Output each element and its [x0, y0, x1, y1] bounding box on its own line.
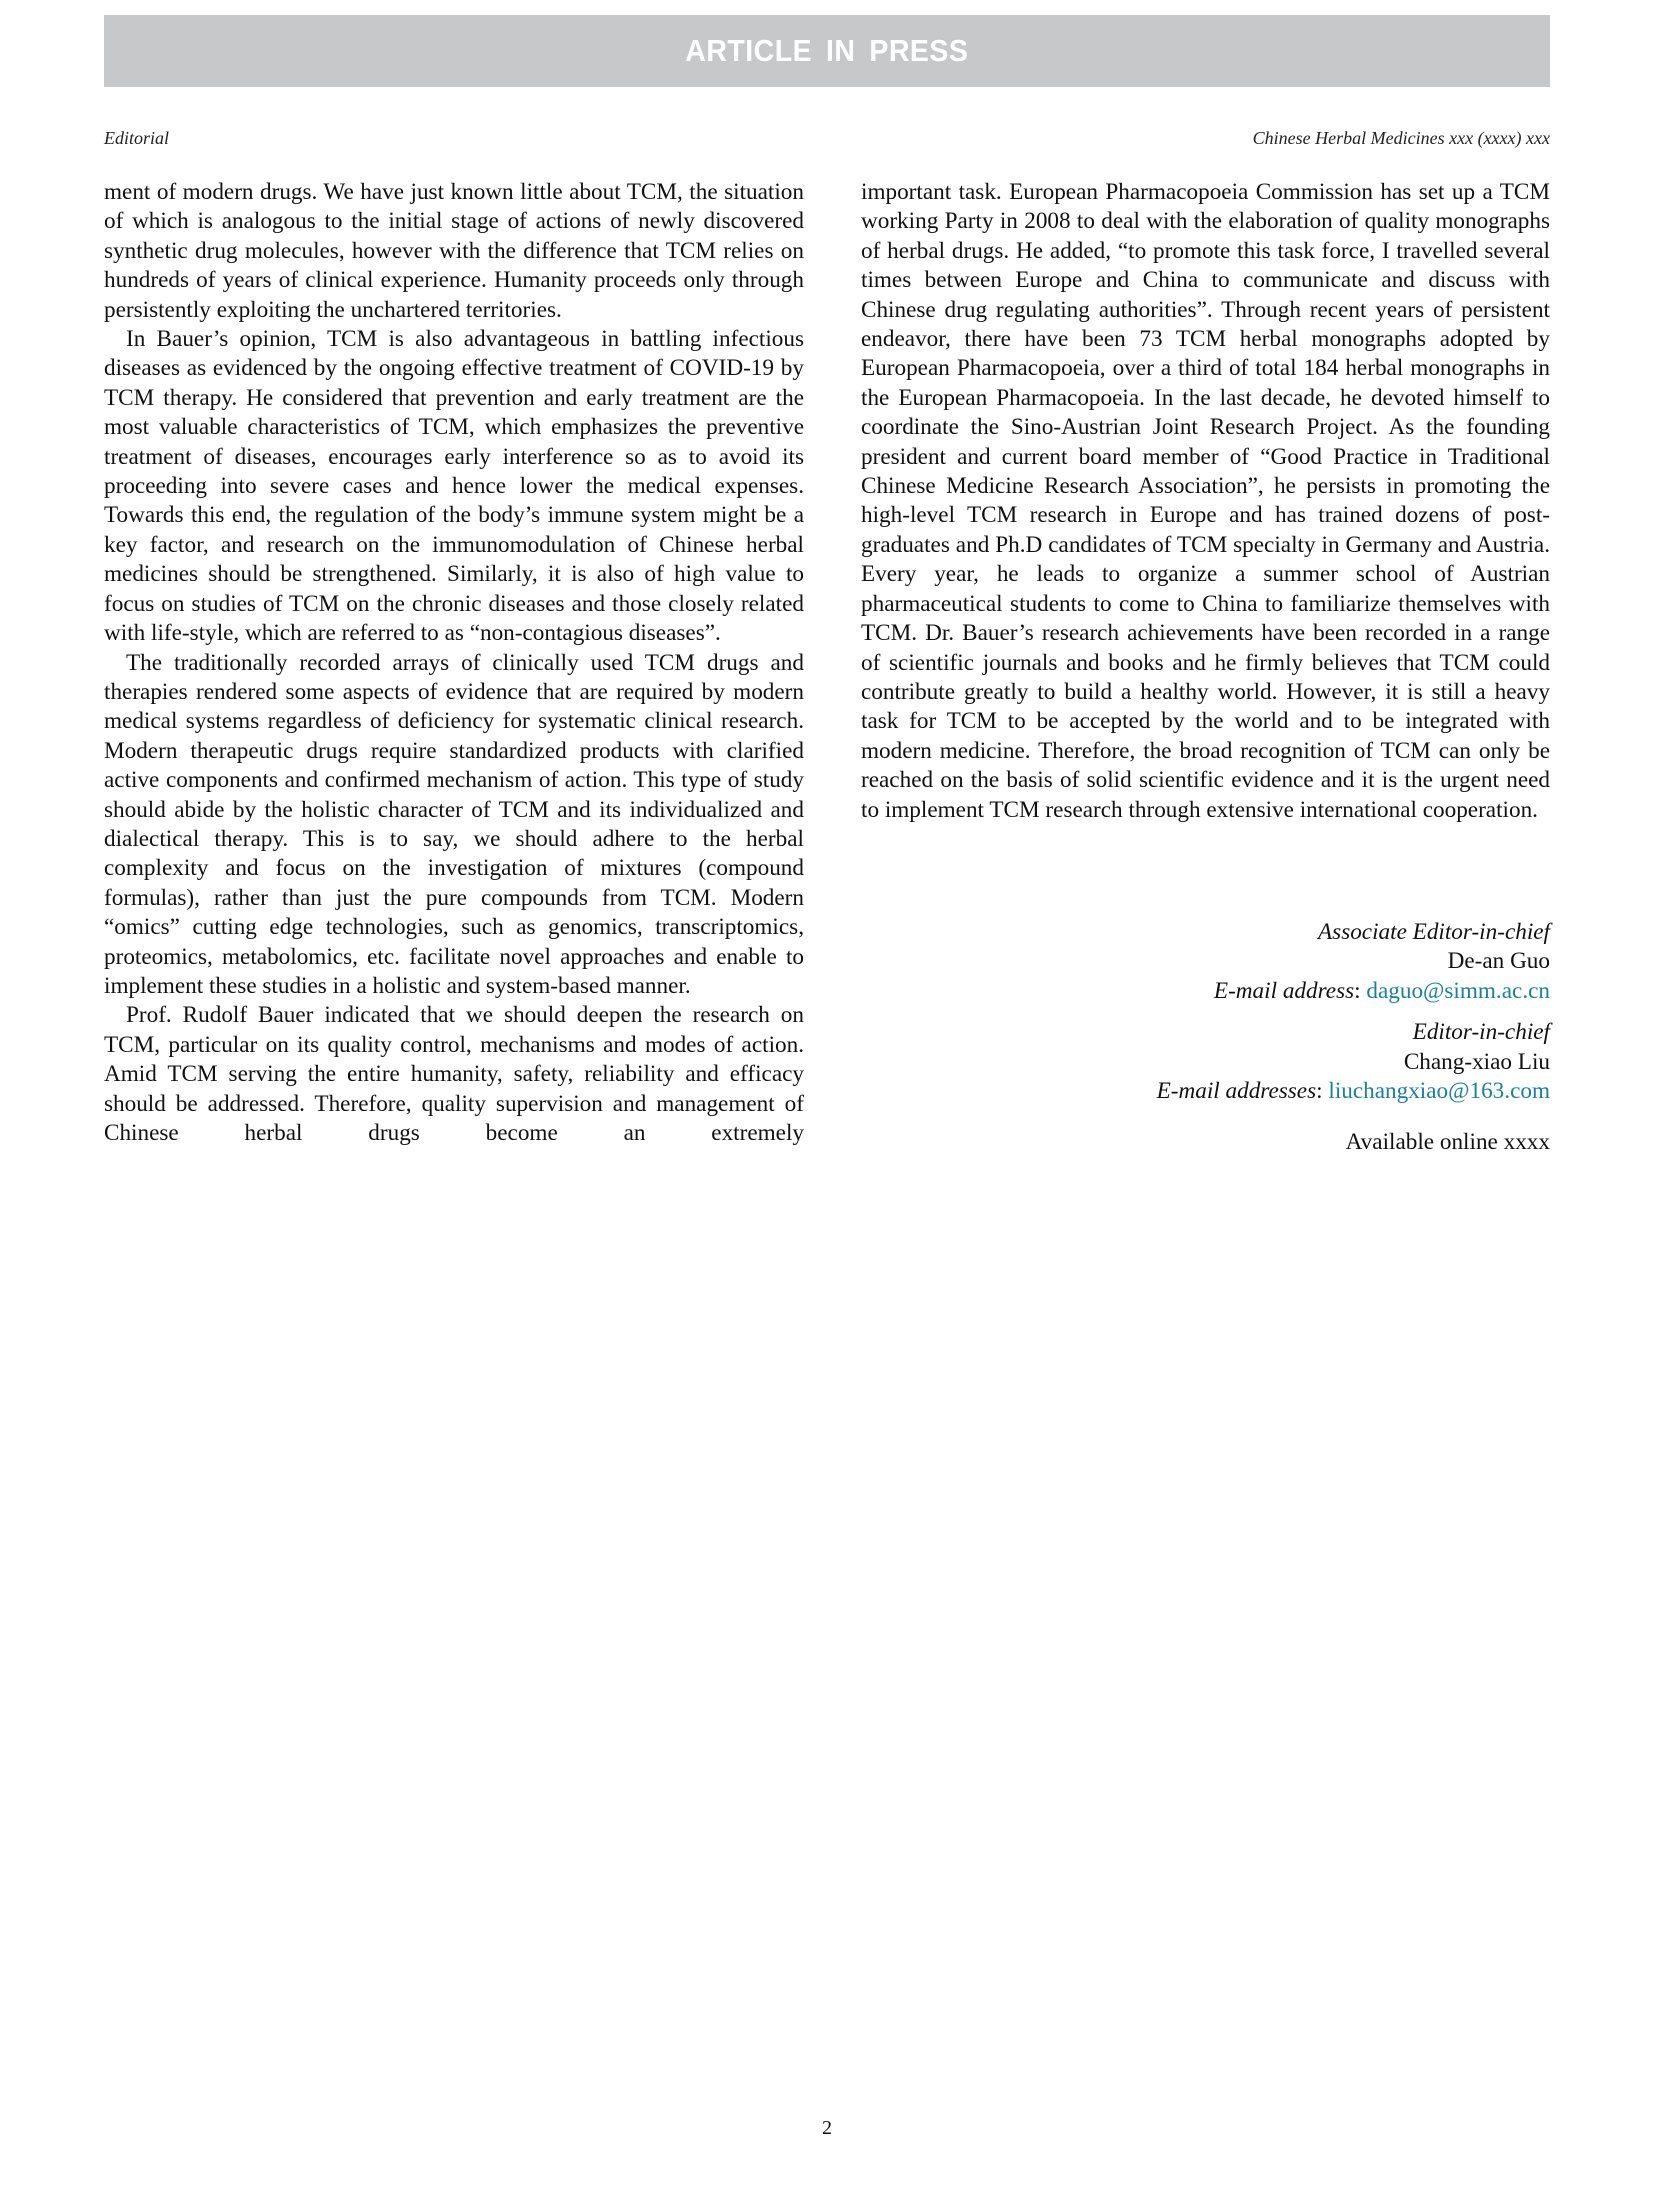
email-label: E-mail addresses [1156, 1078, 1317, 1105]
left-column [104, 178, 804, 1148]
signature-email-line: E-mail address: daguo@simm.ac.cn [1213, 977, 1550, 1004]
signature-role: Associate Editor-in-chief [1318, 919, 1550, 945]
journal-citation: Chinese Herbal Medicines xxx (xxxx) xxx [1252, 128, 1550, 148]
signature-name: Chang-xiao Liu [1403, 1048, 1550, 1075]
email-link[interactable]: daguo@simm.ac.cn [1366, 977, 1550, 1004]
paragraph: The traditionally recorded arrays of clinically used TCM drugs and therapies rendered some aspects of evidence that are required by modern medical systems regardless of deficiency for systematic clinical research. Modern therapeutic drugs require standardized products with clarified active components and confirmed mechanism of action. This type of study should abide by the holistic character of TCM and its individualized and dialectical therapy. This is to say, we should adhere to the herbal complexity and focus on the investigation of mixtures (compound formulas), rather than just the pure compounds from TCM. Modern “omics” cutting edge technologies, such as genomics, transcriptomics, proteomics, metabolomics, etc. facilitate novel approaches and enable to implement these studies in a holistic and system-based manner. [104, 649, 804, 999]
email-link[interactable]: liuchangxiao@163.com [1328, 1078, 1550, 1105]
signature-role: Editor-in-chief [1412, 1019, 1550, 1046]
available-online: Available online xxxx [1345, 1129, 1550, 1156]
banner-text: ARTICLE IN PRESS [685, 33, 969, 68]
signature-name: De-an Guo [1447, 948, 1550, 975]
signature-block [1157, 918, 1550, 1158]
article-in-press-banner [104, 15, 1550, 87]
email-label: E-mail address [1213, 977, 1355, 1004]
right-column [861, 178, 1550, 825]
running-head [104, 128, 1550, 149]
paragraph: important task. European Pharmacopoeia Commission has set up a TCM working Party in 2008 to deal with the elaboration of quality monographs of herbal drugs. He added, “to promote this task force, I travelled several times between Europe and China to communicate and discuss with Chinese drug regulating authorities”. Through recent years of persistent endeavor, there have been 73 TCM herbal monographs adopted by European Pharmacopoeia, over a third of total 184 herbal monographs in the European Pharmacopoeia. In the last decade, he devoted himself to coordinate the Sino-Austrian Joint Research Project. As the founding president and current board member of “Good Practice in Traditional Chinese Medicine Research Association”, he persists in promoting the high-level TCM research in Europe and has trained dozens of postgraduates and Ph.D candidates of TCM specialty in Germany and Austria. Every year, he leads to organize a summer school of Austrian pharmaceutical students to come to China to familiarize themselves with TCM. Dr. Bauer’s research achievements have been recorded in a range of scientific journals and books and he firmly believes that TCM could contribute greatly to build a healthy world. However, it is still a heavy task for TCM to be accepted by the world and to be integrated with modern medicine. Therefore, the broad recognition of TCM can only be reached on the basis of solid scientific evidence and it is the urgent need to implement TCM research through extensive international cooperation. [861, 179, 1550, 823]
section-label: Editorial [104, 128, 170, 148]
paragraph: ment of modern drugs. We have just known little about TCM, the situation of which is analogous to the initial stage of actions of newly discovered synthetic drug molecules, however with the difference that TCM relies on hundreds of years of clinical experience. Humanity proceeds only through persistently exploiting the unchartered territories. [104, 179, 804, 323]
signature-email-line: E-mail addresses: liuchangxiao@163.com [1156, 1078, 1550, 1105]
paragraph: In Bauer’s opinion, TCM is also advantageous in battling infectious diseases as evidenced by the ongoing effective treatment of COVID-19 by TCM therapy. He considered that prevention and early treatment are the most valuable characteristics of TCM, which emphasizes the preventive treatment of diseases, encourages early interference so as to avoid its proceeding into severe cases and hence lower the medical expenses. Towards this end, the regulation of the body’s immune system might be a key factor, and research on the immunomodulation of Chinese herbal medicines should be strengthened. Similarly, it is also of high value to focus on studies of TCM on the chronic diseases and those closely related with life-style, which are referred to as “non-contagious diseases”. [104, 326, 804, 647]
page-number: 2 [822, 2117, 832, 2139]
paragraph: Prof. Rudolf Bauer indicated that we should deepen the research on TCM, particular on its quality control, mechanisms and modes of action. Amid TCM serving the entire humanity, safety, reliability and efficacy should be addressed. Therefore, quality supervision and management of Chinese herbal drugs become an extremely [104, 1002, 804, 1146]
